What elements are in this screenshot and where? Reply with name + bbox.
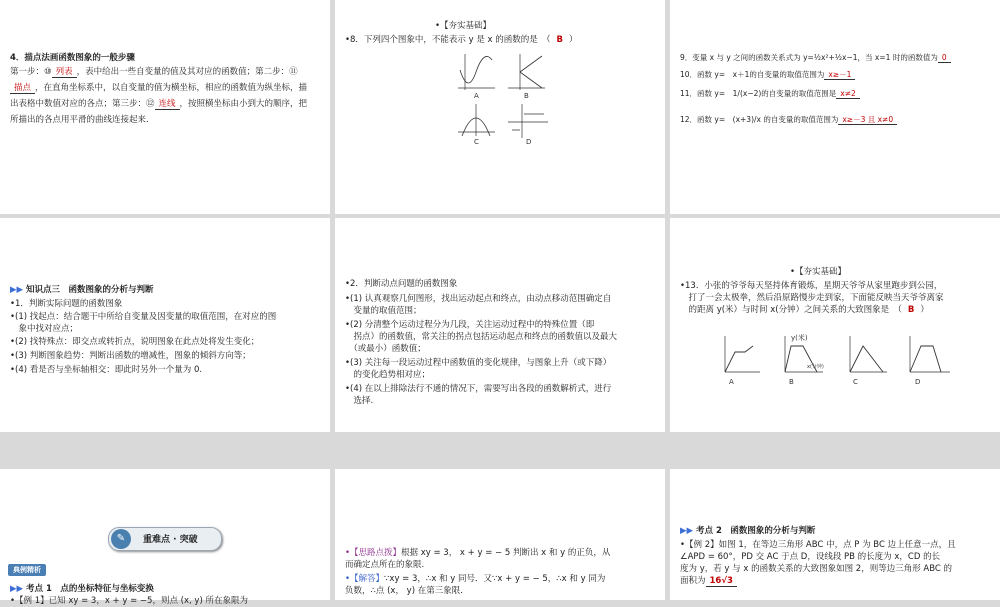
graph-c-label: C bbox=[474, 138, 479, 146]
hint-line-2: 而确定点所在的象限. bbox=[345, 560, 425, 570]
s4-item-3: •(2) 找特殊点：即交点或转折点，说明图象在此点处将发生变化； bbox=[10, 337, 260, 347]
step3-answer: 连线 bbox=[155, 99, 180, 110]
example-2-text: 面积为 bbox=[680, 576, 706, 586]
q13-a-label: A bbox=[729, 378, 734, 386]
q9-text: 9．变量 x 与 y 之间的函数关系式为 y=½x²+½x−1，当 x=1 时的函数值为 bbox=[680, 53, 938, 62]
q13-close: ） bbox=[920, 305, 929, 315]
graph-d-label: D bbox=[526, 138, 532, 146]
hint-text: 根据 xy = 3， x + y = − 5 判断出 x 和 y 的正负，从 bbox=[401, 548, 611, 558]
triangle-icon: ▶▶ bbox=[10, 584, 27, 594]
s5-item-2: 变量的取值范围； bbox=[345, 306, 422, 316]
s4-item-0: •1．判断实际问题的函数图象 bbox=[10, 299, 123, 309]
slide6-header: •【夯实基础】 bbox=[790, 267, 847, 277]
s5-item-9: 选择. bbox=[345, 396, 374, 406]
graph-c bbox=[458, 104, 495, 146]
hint-label: •【思路点拨】 bbox=[345, 548, 402, 558]
badge-icon: ✎ bbox=[111, 529, 131, 549]
graph-b bbox=[508, 54, 545, 100]
triangle-icon: ▶▶ bbox=[680, 526, 697, 536]
example-2-line4 bbox=[680, 575, 992, 587]
example-2-answer: 16√3 bbox=[706, 576, 737, 587]
q8-text: •8．下列四个图象中，不能表示 y 是 x 的函数的是 （ bbox=[345, 35, 551, 45]
q13-graphs bbox=[715, 330, 965, 390]
slide-6 bbox=[670, 218, 1000, 432]
graph-b-label: B bbox=[524, 92, 529, 100]
question-11 bbox=[680, 88, 992, 100]
question-10 bbox=[680, 69, 992, 81]
q13-answer: B bbox=[907, 305, 915, 315]
topic-2 bbox=[680, 525, 992, 537]
graph-a bbox=[458, 54, 495, 100]
q12-text: 12．函数 y= (x+3)/x 的自变量的取值范围为 bbox=[680, 115, 839, 124]
q13-line2: 打了一会太极拳，然后沿原路慢步走到家，下面能反映当天爷爷离家 bbox=[680, 293, 944, 303]
q13-line3 bbox=[680, 304, 992, 316]
topic-1-text: 考点 1 点的坐标特征与坐标变换 bbox=[26, 584, 154, 594]
s4-item-5: •(4) 看是否与坐标轴相交：即此时另外一个量为 0. bbox=[10, 365, 203, 375]
step3-line bbox=[10, 98, 322, 110]
step2-line bbox=[10, 82, 322, 94]
s4-item-4: •(3) 判断图象趋势：判断出函数的增减性，图象的倾斜方向等； bbox=[10, 351, 251, 361]
slide-1 bbox=[0, 0, 330, 214]
step2-desc: ，在直角坐标系中，以自变量的值为横坐标，相应的函数值为纵坐标，描 bbox=[35, 83, 308, 93]
graph-a-label: A bbox=[474, 92, 479, 100]
slide-3 bbox=[670, 0, 1000, 214]
s4-item-1: •(1) 找起点：结合题干中所给自变量及因变量的取值范围，在对应的图 bbox=[10, 312, 277, 322]
answer-line-2: 负数，∴点 (x， y) 在第三象限． bbox=[345, 586, 469, 596]
q9-answer: 0 bbox=[938, 53, 951, 63]
q13-graph-d bbox=[910, 336, 950, 386]
key-points-badge bbox=[108, 527, 222, 551]
step3-desc: ，按照横坐标由小到大的顺序，把 bbox=[179, 99, 308, 109]
q8-answer: B bbox=[556, 35, 564, 45]
slide-5 bbox=[335, 218, 665, 432]
slide-4 bbox=[0, 218, 330, 432]
example-2-line3: 度为 y，若 y 与 x 的函数关系的大致图象如图 2，则等边三角形 ABC 的 bbox=[680, 564, 953, 574]
question-8 bbox=[345, 34, 657, 46]
slide-8 bbox=[335, 469, 665, 600]
q8-graphs bbox=[450, 50, 560, 150]
q13-graph-b bbox=[785, 333, 824, 386]
s5-item-7: 的变化趋势相对应； bbox=[345, 370, 431, 380]
step1-line bbox=[10, 66, 322, 78]
slide1-title: 4．描点法画函数图象的一般步骤 bbox=[10, 53, 135, 63]
q10-text: 10．函数 y= x＋1的自变量的取值范围为 bbox=[680, 70, 825, 79]
step1-text: 第一步：⑩ bbox=[10, 67, 52, 77]
q13-d-label: D bbox=[915, 378, 921, 386]
slide-2 bbox=[335, 0, 665, 214]
s5-item-0: •2．判断动点问题的函数图象 bbox=[345, 279, 458, 289]
slide-7 bbox=[0, 469, 330, 606]
triangle-icon: ▶▶ bbox=[10, 285, 27, 295]
q11-text: 11．函数 y= 1/(x−2)的自变量的取值范围是 bbox=[680, 89, 837, 98]
step2-text: ，表中给出一些自变量的值及其对应的函数值；第二步：⑪ bbox=[76, 67, 298, 77]
graph-d bbox=[508, 104, 548, 146]
q13-graph-c bbox=[850, 336, 887, 386]
slide-9 bbox=[670, 469, 1000, 600]
slide2-header: •【夯实基础】 bbox=[435, 21, 492, 31]
example-2-line2: ∠APD = 60°，PD 交 AC 于点 D，设线段 PB 的长度为 x，CD 的长 bbox=[680, 552, 941, 562]
s5-item-6: •(3) 关注每一段运动过程中函数值的变化规律，与图象上升（或下降） bbox=[345, 358, 612, 368]
badge-label: 重难点 · 突破 bbox=[143, 535, 198, 545]
hint-line bbox=[345, 547, 657, 559]
q13-b-label: B bbox=[789, 378, 794, 386]
answer-label: •【解答】 bbox=[345, 574, 385, 584]
q11-answer: x≠2 bbox=[836, 89, 860, 99]
step1-answer: 列表 bbox=[52, 67, 77, 78]
question-9 bbox=[680, 52, 992, 64]
q13-b-ylabel: y(米) bbox=[791, 334, 808, 342]
example-1: •【例 1】已知 xy = 3，x + y = −5，则点 (x, y) 所在象限为 bbox=[10, 596, 248, 606]
knowledge-title-text: 知识点三 函数图象的分析与判断 bbox=[26, 285, 154, 295]
q13-c-label: C bbox=[853, 378, 858, 386]
s5-item-3: •(2) 分清整个运动过程分为几段，关注运动过程中的特殊位置（即 bbox=[345, 320, 595, 330]
s4-item-2: 象中找对应点； bbox=[10, 324, 79, 334]
topic-2-text: 考点 2 函数图象的分析与判断 bbox=[696, 526, 816, 536]
q8-close: ） bbox=[569, 35, 578, 45]
s5-item-8: •(4) 在以上排除法行不通的情况下，需要写出各段的函数解析式，进行 bbox=[345, 384, 612, 394]
topic-1 bbox=[10, 583, 322, 595]
question-12 bbox=[680, 114, 992, 126]
answer-text: ∵xy = 3，∴x 和 y 同号．又∵x + y = − 5，∴x 和 y 同为 bbox=[384, 574, 606, 584]
s5-item-5: （或最小）函数值； bbox=[345, 344, 426, 354]
q13-b-xlabel: x(分钟) bbox=[807, 364, 824, 370]
step3-text: 出表格中数值对应的各点；第三步：⑫ bbox=[10, 99, 155, 109]
knowledge-title bbox=[10, 284, 322, 296]
example-2-line1: •【例 2】如图 1，在等边三角形 ABC 中，点 P 为 BC 边上任意一点，且 bbox=[680, 540, 956, 550]
sub-badge: 典例精析 bbox=[8, 564, 46, 576]
s5-item-4: 拐点）的函数值，常关注的拐点包括运动起点和终点的函数值以及最大 bbox=[345, 332, 618, 342]
q13-line1: •13．小张的爷爷每天坚持体育锻炼，星期天爷爷从家里跑步到公园， bbox=[680, 281, 943, 291]
step4-line: 所描出的各点用平滑的曲线连接起来. bbox=[10, 115, 149, 125]
q13-text: 的距离 y(米）与时间 x(分钟）之间关系的大致图象是 （ bbox=[680, 305, 902, 315]
answer-line bbox=[345, 573, 657, 585]
q10-answer: x≥－1 bbox=[824, 70, 855, 80]
step2-answer: 描点 bbox=[10, 83, 35, 94]
s5-item-1: •(1) 认真观察几何图形，找出运动起点和终点，由动点移动范围确定自 bbox=[345, 294, 612, 304]
q13-graph-a bbox=[725, 336, 760, 386]
q12-answer: x≥－3 且 x≠0 bbox=[838, 115, 897, 125]
